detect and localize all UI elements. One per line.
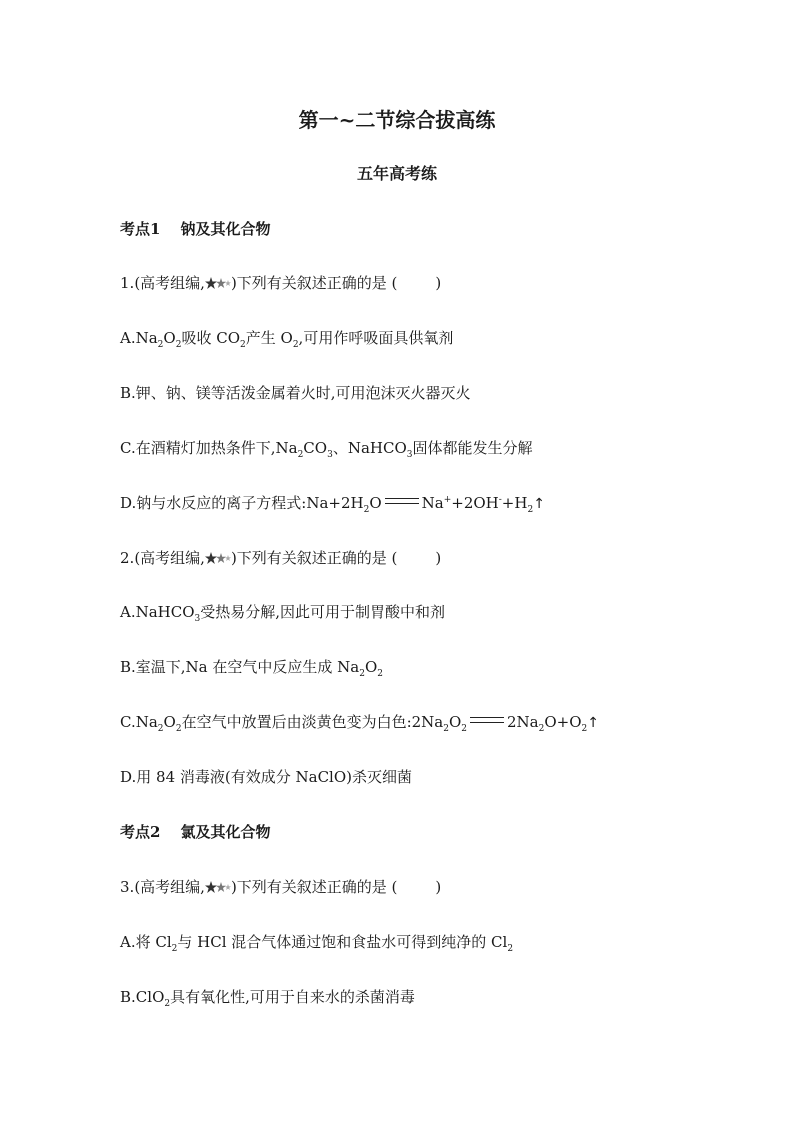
- section-label: 考点1: [120, 220, 161, 238]
- section-name: 钠及其化合物: [180, 220, 271, 238]
- question-3-stem: 3.(高考组编, )下列有关叙述正确的是 ( ): [120, 878, 442, 896]
- question-1-stem: 1.(高考组编, )下列有关叙述正确的是 ( ): [120, 274, 442, 292]
- page-subtitle: 五年高考练: [356, 164, 437, 183]
- page-title: 第一~二节综合拔高练: [298, 108, 496, 132]
- question-3-option-a: A.将 $Cl_2$与 HCl 混合气体通过饱和食盐水可得到纯净的 $Cl_2$: [120, 933, 514, 954]
- section-heading-2: [120, 821, 270, 842]
- question-1-option-d: D.钠与水反应的离子方程式$:Na+2H_2O$ $Na^++2OH^-+H_2↑$: [120, 494, 545, 515]
- section-label: 考点2: [120, 823, 161, 841]
- equals-sign: [385, 498, 419, 504]
- question-2-option-a: A.NaHCO$_3$受热易分解,因此可用于制胃酸中和剂: [120, 603, 446, 624]
- question-2-option-c: $C.Na_2O_2$在空气中放置后由淡黄色变为白色$:2Na_2O_2$ $2Na_2O+O_2↑$: [120, 713, 600, 734]
- question-2-option-b: B.室温下,Na 在空气中反应生成 $Na_2O_2$: [120, 658, 384, 679]
- question-1-option-b: B.钾、钠、镁等活泼金属着火时,可用泡沫灭火器灭火: [120, 384, 471, 402]
- question-1-option-c: C.在酒精灯加热条件下$,Na_2CO_3$、NaHCO$_3$固体都能发生分解: [120, 439, 533, 460]
- section-name: 氯及其化合物: [180, 823, 271, 841]
- star-icon: [205, 880, 231, 894]
- up-arrow-icon: ↑: [587, 715, 600, 731]
- question-2-option-d: D.用 84 消毒液(有效成分 NaClO)杀灭细菌: [120, 768, 412, 786]
- equals-sign: [470, 717, 504, 723]
- up-arrow-icon: ↑: [533, 496, 545, 512]
- star-icon: [205, 551, 231, 565]
- question-1-option-a: $A.Na_2O_2$吸收 $CO_2$产生 $O_2$,可用作呼吸面具供氧剂: [120, 329, 454, 350]
- question-3-option-b: B.ClO$_2$具有氧化性,可用于自来水的杀菌消毒: [120, 988, 415, 1009]
- question-2-stem: 2.(高考组编, )下列有关叙述正确的是 ( ): [120, 549, 442, 567]
- section-heading-1: [120, 218, 270, 239]
- star-icon: [205, 276, 231, 290]
